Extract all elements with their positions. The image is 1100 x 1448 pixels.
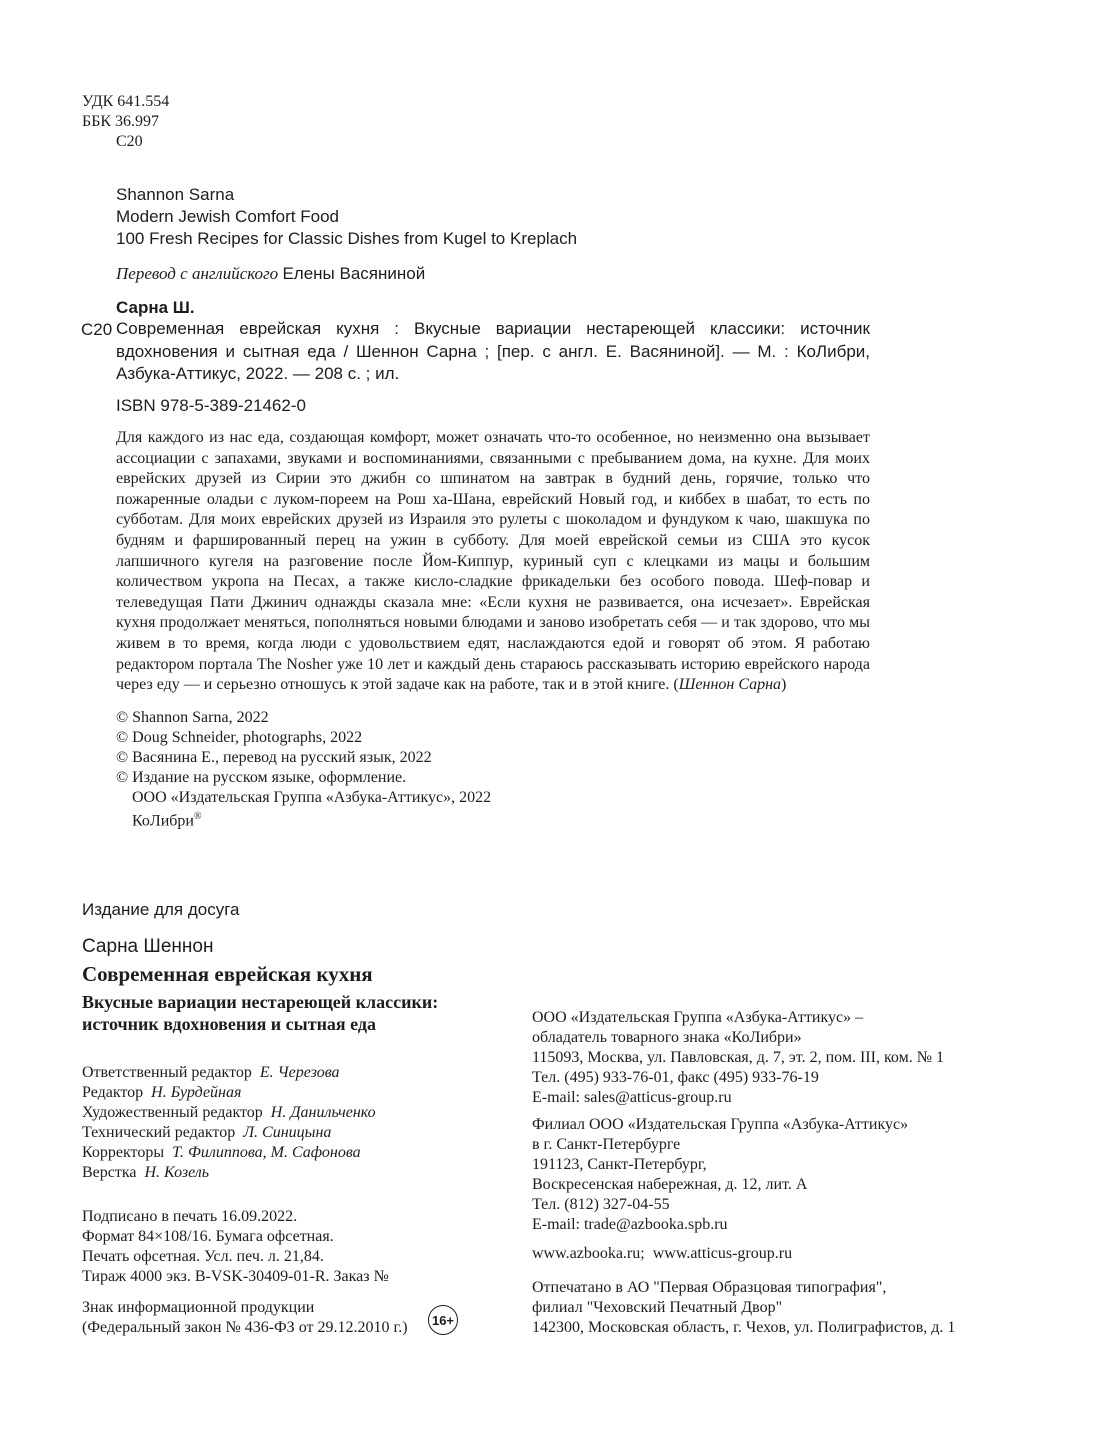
credit-role: Верстка [82, 1164, 137, 1181]
bib-code: С20 [81, 320, 113, 339]
original-subtitle: 100 Fresh Recipes for Classic Dishes from Kugel to Kreplach [116, 229, 578, 248]
annotation-close: ) [781, 676, 787, 694]
annotation [116, 428, 870, 696]
credit-name: Н. Козель [144, 1164, 210, 1181]
credit-role: Редактор [82, 1084, 144, 1101]
registered-mark: ® [194, 811, 202, 822]
bib-heading: Сарна Ш. [116, 298, 195, 317]
publisher-line: Тел. (495) 933-76-01, факс (495) 933-76-19 [532, 1069, 819, 1086]
translator-name: Елены Васяниной [282, 264, 426, 283]
bib-line: Азбука-Аттикус, 2022. — 208 с. ; ил. [116, 364, 400, 383]
publisher-line: обладатель товарного знака «КоЛибри» [532, 1029, 802, 1046]
original-title: Modern Jewish Comfort Food [116, 207, 339, 226]
publisher-line: ООО «Издательская Группа «Азбука-Аттикус» – [532, 1009, 864, 1026]
info-mark-line: Знак информационной продукции [82, 1299, 315, 1316]
isbn: ISBN 978-5-389-21462-0 [116, 396, 306, 415]
credit-role: Ответственный редактор [82, 1064, 252, 1081]
print-info-line: Печать офсетная. Усл. печ. л. 21,84. [82, 1248, 324, 1265]
copyright-line: © Shannon Sarna, 2022 [116, 709, 269, 726]
original-author: Shannon Sarna [116, 185, 235, 204]
copyright-company: ООО «Издательская Группа «Азбука-Аттикус», 2022 [132, 789, 492, 806]
credit-role: Художественный редактор [82, 1104, 263, 1121]
credit-line [82, 1063, 340, 1083]
printer-line: Отпечатано в АО "Первая Образцовая типография", [532, 1279, 887, 1296]
imprint-name: КоЛибри [132, 812, 194, 830]
author-code: С20 [116, 133, 143, 150]
credit-line [82, 1143, 361, 1163]
print-info-line: Подписано в печать 16.09.2022. [82, 1208, 298, 1225]
translation-credit [116, 264, 425, 284]
credit-name: Н. Данильченко [270, 1104, 376, 1121]
colophon-author: Сарна Шеннон [82, 936, 214, 957]
credit-role: Технический редактор [82, 1124, 236, 1141]
bib-record [116, 318, 870, 386]
bib-line: Современная еврейская кухня : Вкусные вариации нестареющей классики: источник [116, 319, 870, 338]
credit-line [82, 1083, 241, 1103]
publisher-email: E-mail: sales@atticus-group.ru [532, 1089, 732, 1106]
copyright-imprint [132, 807, 202, 831]
edition-type: Издание для досуга [82, 900, 240, 919]
print-info-line: Формат 84×108/16. Бумага офсетная. [82, 1228, 334, 1245]
branch-line: Филиал ООО «Издательская Группа «Азбука-Аттикус» [532, 1116, 909, 1133]
credit-name: Е. Черезова [259, 1064, 340, 1081]
colophon-subtitle: Вкусные вариации нестареющей классики: [82, 992, 439, 1012]
copyright-line: © Издание на русском языке, оформление. [116, 769, 407, 786]
colophon-title: Современная еврейская кухня [82, 962, 373, 986]
credit-line [82, 1123, 331, 1143]
branch-line: 191123, Санкт-Петербург, [532, 1156, 707, 1173]
credit-name: Л. Синицына [243, 1124, 332, 1141]
credit-name: Т. Филиппова, М. Сафонова [172, 1144, 361, 1161]
info-mark-line: (Федеральный закон № 436-ФЗ от 29.12.2010 г.) [82, 1319, 408, 1336]
publisher-line: 115093, Москва, ул. Павловская, д. 7, эт. 2, пом. III, ком. № 1 [532, 1049, 944, 1066]
udk-code: УДК 641.554 [82, 93, 170, 110]
copyright-line: © Doug Schneider, photographs, 2022 [116, 729, 363, 746]
branch-email: E-mail: trade@azbooka.spb.ru [532, 1216, 728, 1233]
bib-line: вдохновения и сытная еда / Шеннон Сарна ; [пер. с англ. Е. Васяниной]. — М. : КоЛибри, [116, 341, 870, 361]
branch-line: Тел. (812) 327-04-55 [532, 1196, 670, 1213]
colophon-subtitle: источник вдохновения и сытная еда [82, 1014, 377, 1034]
copyright-line: © Васянина Е., перевод на русский язык, 2022 [116, 749, 432, 766]
credit-line [82, 1103, 376, 1123]
annotation-text: Для каждого из нас еда, создающая комфорт, может означать что-то особенное, но неизменно она вызывает ассоциации с запахами, звуками и воспоминаниями, связанными с пребыванием дома, на кухне. Для моих еврейских друзей из Сирии это джибн со шпинатом на завтрак в будний день, горячие, только что пожаренные оладьи с луком-пореем на Рош ха-Шана, еврейский Новый год, и киббех в шабат, то есть по субботам. Для моих еврейских друзей из Израиля это рулеты с шоколадом и фундуком к чаю, шакшука по будням и фаршированный перец на ужин в субботу. Для моей еврейской семьи из США это кусок лапшичного кугеля на разговение после Йом-Киппур, куриный суп с клецками из мацы и большим количеством укропа на Песах, а также кисло-сладкие фрикадельки без особого повода. Шеф-повар и телеведущая Пати Джинич однажды сказала мне: «Если кухня не развивается, она исчезает». Еврейская кухня продолжает меняться, пополняться новыми блюдами и заново изобретать себя — и так здорово, что мы живем в то время, когда люди с удовольствием едят, наслаждаются едой и говорят об этом. Я работаю редактором портала The Nosher уже 10 лет и каждый день стараюсь рассказывать историю еврейского народа через еду — и серьезно отношусь к этой задаче как на работе, так и в этой книге. ( [116, 429, 870, 694]
credit-line [82, 1163, 209, 1183]
printer-line: филиал "Чеховский Печатный Двор" [532, 1299, 783, 1316]
bbk-code: ББК 36.997 [82, 113, 160, 130]
branch-line: в г. Санкт-Петербурге [532, 1136, 681, 1153]
credit-name: Н. Бурдейная [151, 1084, 242, 1101]
credit-role: Корректоры [82, 1144, 165, 1161]
annotation-attribution: Шеннон Сарна [678, 676, 782, 694]
age-rating-badge: 16+ [428, 1305, 458, 1335]
translation-label: Перевод с английского [116, 264, 279, 283]
printer-line: 142300, Московская область, г. Чехов, ул. Полиграфистов, д. 1 [532, 1319, 956, 1336]
websites: www.azbooka.ru; www.atticus-group.ru [532, 1245, 793, 1262]
print-info-line: Тираж 4000 экз. B-VSK-30409-01-R. Заказ № [82, 1268, 389, 1285]
branch-line: Воскресенская набережная, д. 12, лит. А [532, 1176, 808, 1193]
